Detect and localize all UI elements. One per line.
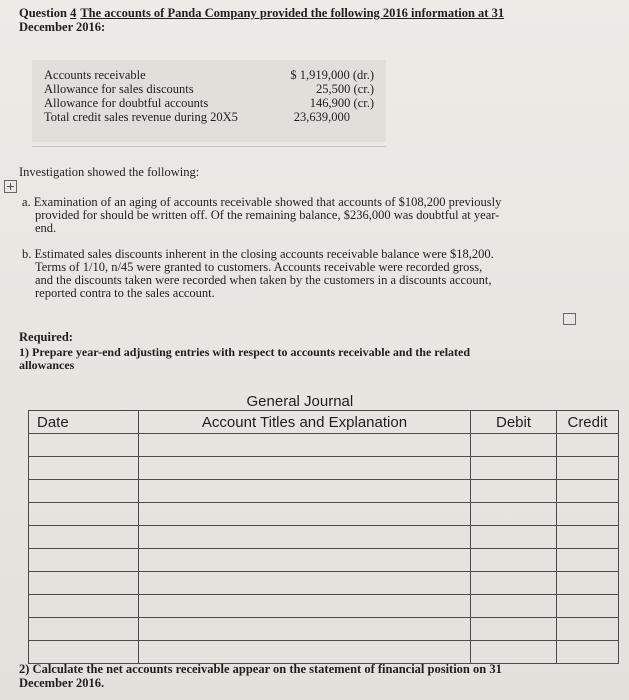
debit-cell[interactable] [471,526,557,549]
debit-cell[interactable] [471,618,557,641]
sales-discount-value: 25,500 (cr.) [316,82,374,96]
credit-cell[interactable] [557,572,619,595]
table-row [29,526,619,549]
item-a-line: provided for should be written off. Of the remaining balance, $236,000 was doubtful at year- [35,208,500,222]
credit-cell[interactable] [557,480,619,503]
account-cell[interactable] [139,503,471,526]
required-part1-line2: allowances [19,358,75,372]
debit-cell[interactable] [471,503,557,526]
table-row [29,572,619,595]
ar-label: Accounts receivable [44,68,146,82]
table-row [29,503,619,526]
item-a [22,196,501,235]
table-row [29,641,619,664]
general-journal-table [28,388,619,664]
date-cell[interactable] [29,572,139,595]
column-header-credit: Credit [557,411,619,434]
date-cell[interactable] [29,503,139,526]
debit-cell[interactable] [471,595,557,618]
investigation-heading: Investigation showed the following: [19,165,200,179]
checkbox-icon[interactable] [563,313,576,325]
doubtful-value: 146,900 (cr.) [309,96,374,110]
credit-cell[interactable] [557,618,619,641]
date-cell[interactable] [29,526,139,549]
date-cell[interactable] [29,434,139,457]
account-cell[interactable] [139,641,471,664]
date-cell[interactable] [29,549,139,572]
required-part1-line1: 1) Prepare year-end adjusting entries with respect to accounts receivable and the related [19,345,471,359]
table-row [29,595,619,618]
question-header [19,6,504,20]
date-cell[interactable] [29,457,139,480]
account-cell[interactable] [139,457,471,480]
account-cell[interactable] [139,572,471,595]
date-cell[interactable] [29,618,139,641]
date-cell[interactable] [29,641,139,664]
item-b-line: and the discounts taken were recorded when taken by the customers in a discounts account, [35,273,492,287]
item-b-line: reported contra to the sales account. [35,286,215,300]
credit-sales-label: Total credit sales revenue during 20X5 [44,110,238,124]
plus-move-icon[interactable]: + [5,180,16,193]
item-b [22,248,494,300]
debit-cell[interactable] [471,549,557,572]
account-cell[interactable] [139,595,471,618]
question-label: Question [19,6,67,20]
date-cell[interactable] [29,595,139,618]
account-cell[interactable] [139,618,471,641]
credit-cell[interactable] [557,503,619,526]
journal-title: General Journal [139,388,557,411]
debit-cell[interactable] [471,434,557,457]
table-row [29,618,619,641]
part2-line2: December 2016. [19,676,105,690]
credit-cell[interactable] [557,434,619,457]
question-intro: The accounts of Panda Company provided the following 2016 information at 31 [80,6,505,20]
table-row [29,434,619,457]
item-b-line: Terms of 1/10, n/45 were granted to customers. Accounts receivable were recorded gross, [35,260,483,274]
column-header-account: Account Titles and Explanation [139,411,471,434]
date-cell[interactable] [29,480,139,503]
credit-cell[interactable] [557,526,619,549]
credit-cell[interactable] [557,595,619,618]
credit-cell[interactable] [557,641,619,664]
doubtful-label: Allowance for doubtful accounts [44,96,209,110]
debit-cell[interactable] [471,572,557,595]
credit-sales-value: 23,639,000 [293,110,350,124]
question-intro-line2: December 2016: [19,20,106,34]
account-cell[interactable] [139,434,471,457]
part2-line1: 2) Calculate the net accounts receivable appear on the statement of financial position on 31 [19,662,502,676]
item-a-line: a. Examination of an aging of accounts receivable showed that accounts of $108,200 previously [22,195,502,209]
sales-discount-label: Allowance for sales discounts [44,82,194,96]
ar-value: $ 1,919,000 (dr.) [290,68,374,82]
required-heading: Required: [19,330,73,344]
account-cell[interactable] [139,549,471,572]
table-row [29,457,619,480]
credit-cell[interactable] [557,457,619,480]
credit-cell[interactable] [557,549,619,572]
account-data-box [32,60,386,142]
debit-cell[interactable] [471,457,557,480]
column-header-debit: Debit [471,411,557,434]
account-cell[interactable] [139,480,471,503]
item-a-line: end. [35,221,57,235]
data-box-divider [32,146,386,147]
question-number: 4 [70,6,77,20]
column-header-date: Date [29,411,139,434]
table-row [29,480,619,503]
account-cell[interactable] [139,526,471,549]
debit-cell[interactable] [471,480,557,503]
debit-cell[interactable] [471,641,557,664]
item-b-line: b. Estimated sales discounts inherent in the closing accounts receivable balance were $18,200. [22,247,494,261]
table-row [29,549,619,572]
